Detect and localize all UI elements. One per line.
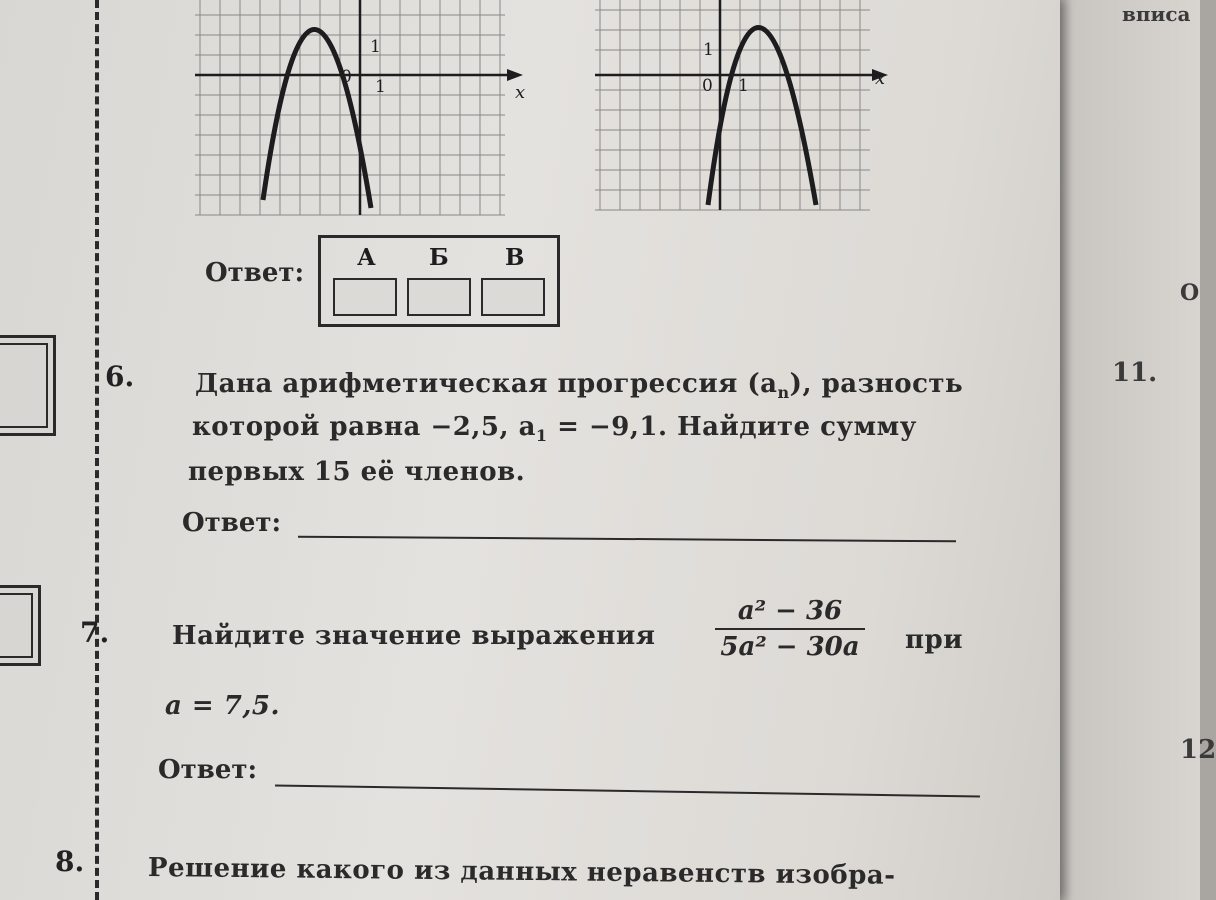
task-7-number: 7. [80,616,110,649]
graph-left-origin-label: 0 [341,67,352,87]
margin-box-2 [0,585,41,666]
answer-letter-a: А [357,244,376,271]
task-6-answer-line[interactable] [298,536,956,543]
task-7-text-after: при [905,625,963,655]
cut-line [95,0,99,900]
task-6-line-2-end: = −9,1. Найдите сумму [547,412,917,442]
right-page-letter: О [1180,280,1200,306]
task-7-fraction-bar [715,628,865,630]
task-6-answer-label: Ответ: [182,508,282,538]
task-6-number: 6. [105,360,135,393]
task-7-fraction [715,596,865,662]
task-6-line-1-end: ), разность [789,369,964,399]
task-7-answer-line[interactable] [275,784,980,797]
task-7-denominator: 5a² − 30a [720,632,860,662]
answer-letter-b: Б [429,244,449,271]
matching-answer-label: Ответ: [205,258,305,288]
next-page [1050,0,1216,900]
task-6-line-2-text: которой равна −2,5, a [192,412,536,442]
graph-right-x-tick-label: 1 [738,76,749,96]
task-6-line-1-text: Дана арифметическая прогрессия (a [195,369,778,399]
task-7-numerator: a² − 36 [737,596,843,626]
right-page-number-12: 12 [1180,735,1216,765]
graph-left [195,0,535,220]
answer-cell-b[interactable] [407,278,471,316]
answer-cell-a[interactable] [333,278,397,316]
graph-right-y-tick-label: 1 [703,40,714,60]
graph-right-origin-label: 0 [702,76,713,96]
matching-answer-table [318,235,560,327]
task-6-subscript-1: 1 [535,426,548,446]
right-page-top-text: вписа [1122,2,1191,26]
task-7-text-before: Найдите значение выражения [172,621,656,651]
right-page-task-11: 11. [1112,358,1158,388]
graph-right [590,0,900,220]
task-6-subscript-n: n [777,383,790,403]
answer-cell-v[interactable] [481,278,545,316]
task-8-number: 8. [55,845,85,878]
margin-box-1 [0,335,56,436]
task-7-line-2: a = 7,5. [165,691,281,721]
task-7-answer-label: Ответ: [158,755,258,785]
graph-right-x-axis-label: x [875,68,886,89]
task-6-line-3: первых 15 её членов. [188,457,526,487]
answer-letter-v: В [505,244,525,271]
task-8-text: Решение какого из данных неравенств изобра- [147,853,896,891]
graph-left-x-axis-label: x [515,82,526,103]
graph-left-y-tick-label: 1 [370,37,381,57]
graph-left-x-tick-label: 1 [375,77,386,97]
